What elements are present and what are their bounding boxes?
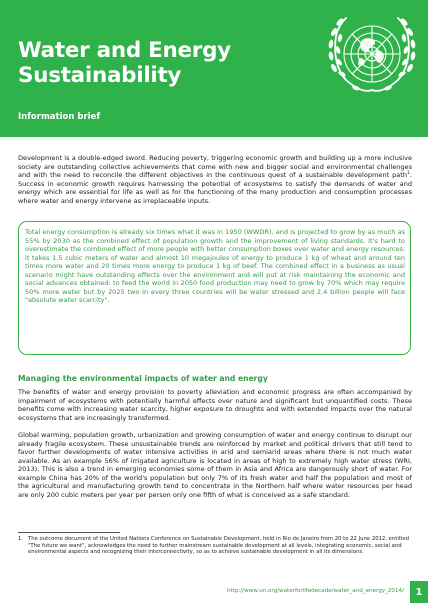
footnote-text: The outcome document of the United Nations Conference on Sustainable Development, held in Rio de Janeiro from 20 to 22 June 2012, entitled "The future we want", acknowledges the need to further mainstream sustainable development at all levels, integrating economic, social and environmental aspects and recognizing their interconnectivity, so as to achieve sustainable development in all its dimensions. bbox=[28, 536, 410, 556]
section-paragraph-1: The benefits of water and energy provision to poverty alleviation and economic progress are often accompanied by impairment of ecosystems with potentially harmful effects over nature and significant but unquantified costs. These benefits come with increasing water scarcity, higher exposure to droughts and with extended impacts over the natural ecosystems that are increasingly transformed. bbox=[18, 388, 412, 422]
intro-paragraph bbox=[18, 154, 412, 205]
callout-box bbox=[18, 221, 411, 355]
callout-text: Total energy consumption is already six times what it was in 1950 (WWDR), and is projected to grow by as much as 55% by 2030 as the combined effect of population growth and the improvement of living standards. It's hard to overestimate the combined effect of more people with better consumption boxes over water and energy resources: it takes 1.5 cubic meters of water and almost 10 megajoules of energy to produce 1 kg of wheat and around ten times more water and 20 times more energy to produce 1 kg of beef. The combined effect in a business as usual scenario might have outstanding effects over the environment and will put at risk maintaining the economic and social advances obtained: to feed the world in 2050 food production may need to grow by 70% which may require 50% more water but by 2025 two in every three countries will be water stressed and 2.4 billion people will face "absolute water scarcity". bbox=[25, 228, 405, 305]
page-title: Water and Energy Sustainability bbox=[18, 38, 231, 88]
un-emblem-icon bbox=[322, 6, 422, 106]
footnote-ref: 1 bbox=[407, 170, 410, 176]
page-number-badge: 1 bbox=[410, 581, 428, 603]
page-subtitle: Information brief bbox=[18, 112, 101, 122]
intro-text-b: . Success in economic growth requires harnessing the potential of ecosystems to satisfy the demands of water and energy which are essential for life as well as for the functioning of the many production and consumption processes where water and energy intervene as irreplaceable inputs. bbox=[18, 171, 412, 205]
footnote-divider bbox=[18, 532, 120, 533]
intro-text-a: Development is a double-edged sword. Reducing poverty, triggering economic growth and building up a more inclusive society are outstanding collective achievements that come with new and bigger social and environmental challenges and with the need to reconcile the different objectives in the continuous quest of a sustainable development path bbox=[18, 154, 412, 180]
section-paragraph-2: Global warming, population growth, urbanization and growing consumption of water and energy continue to disrupt our already fragile ecosystem. These unsustainable trends are reinforced by market and political drivers that still tend to favor further developments of water intensive activities in arid and semiarid areas where there is not much water available. As an example 56% of irrigated agriculture is located in areas of high to extremely high water stress (WRI, 2013). This is also a trend in emerging economies some of them in Asia and Africa are dangerously short of water. For example China has 20% of the world's population but only 7% of its fresh water and half the population and most of the agricultural and manufacturing growth tend to concentrate in the Northern half where water resources per head are only 200 cubic meters per year per person only one fifth of what is conceived as a safe standard. bbox=[18, 431, 412, 499]
footnote-number: 1. bbox=[18, 536, 24, 542]
footnote bbox=[18, 536, 410, 556]
footer-url-link[interactable]: http://www.un.org/waterforlifedecade/water_and_energy_2014/ bbox=[226, 588, 404, 594]
header-banner bbox=[0, 0, 428, 137]
section-heading: Managing the environmental impacts of water and energy bbox=[18, 374, 268, 383]
